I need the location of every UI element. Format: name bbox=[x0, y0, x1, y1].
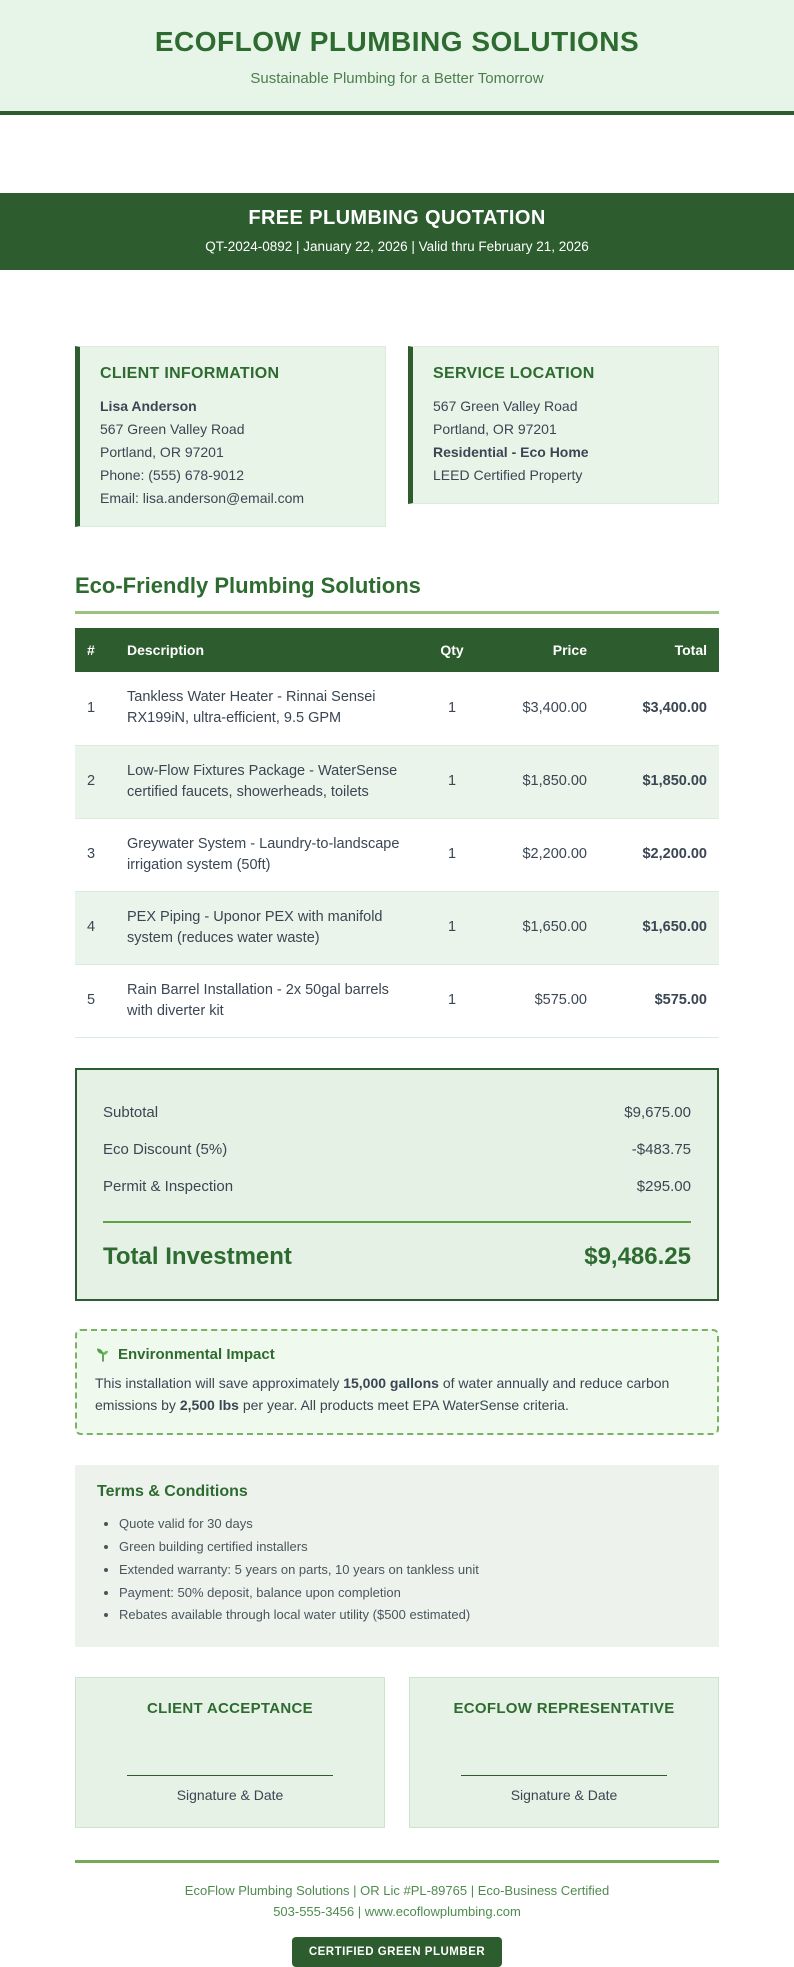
item-price: $2,200.00 bbox=[481, 818, 599, 891]
footer-company-line: EcoFlow Plumbing Solutions | OR Lic #PL-89765 | Eco-Business Certified bbox=[184, 1883, 610, 1899]
representative-signature-line bbox=[461, 1775, 668, 1776]
client-phone: Phone: (555) 678-9012 bbox=[100, 467, 244, 484]
col-header-number: # bbox=[75, 628, 115, 672]
col-header-description: Description bbox=[115, 628, 423, 672]
item-description: Greywater System - Laundry-to-landscape irrigation system (50ft) bbox=[115, 818, 423, 891]
client-address-line1: 567 Green Valley Road bbox=[100, 421, 245, 438]
item-price: $575.00 bbox=[481, 964, 599, 1037]
item-total: $1,850.00 bbox=[599, 745, 719, 818]
subtotal-value: $9,675.00 bbox=[624, 1103, 691, 1121]
item-price: $1,850.00 bbox=[481, 745, 599, 818]
service-property-type: Residential - Eco Home bbox=[433, 444, 589, 461]
permit-row bbox=[103, 1168, 691, 1205]
item-number: 2 bbox=[75, 745, 115, 818]
document-footer bbox=[75, 1860, 719, 1967]
environmental-impact-text: This installation will save approximately 15,000 gallons of water annually and reduce carbon emissions by 2,500 lbs per year. All products meet EPA WaterSense criteria. bbox=[95, 1374, 670, 1414]
client-email: Email: lisa.anderson@email.com bbox=[100, 490, 305, 507]
quote-meta: QT-2024-0892 | January 22, 2026 | Valid thru February 21, 2026 bbox=[205, 239, 589, 254]
grand-total-label: Total Investment bbox=[103, 1242, 292, 1270]
item-price: $1,650.00 bbox=[481, 891, 599, 964]
service-address-line2: Portland, OR 97201 bbox=[433, 421, 557, 438]
client-signature-line bbox=[127, 1775, 334, 1776]
info-cards-row bbox=[75, 346, 719, 527]
item-total: $2,200.00 bbox=[599, 818, 719, 891]
item-number: 3 bbox=[75, 818, 115, 891]
client-acceptance-title: CLIENT ACCEPTANCE bbox=[147, 1700, 313, 1718]
service-location-title: SERVICE LOCATION bbox=[433, 365, 595, 382]
totals-box bbox=[75, 1068, 719, 1301]
list-item: • Rebates available through local water utility ($500 estimated) bbox=[119, 1604, 697, 1627]
client-signature-label: Signature & Date bbox=[176, 1787, 284, 1804]
representative-title: ECOFLOW REPRESENTATIVE bbox=[453, 1700, 675, 1718]
environmental-impact-title: Environmental Impact bbox=[118, 1345, 275, 1363]
client-address-line2: Portland, OR 97201 bbox=[100, 444, 224, 461]
service-certification: LEED Certified Property bbox=[433, 467, 583, 484]
subtotal-row bbox=[103, 1094, 691, 1131]
discount-value: -$483.75 bbox=[631, 1140, 691, 1158]
item-number: 1 bbox=[75, 672, 115, 745]
grand-total-value: $9,486.25 bbox=[584, 1242, 691, 1270]
client-info-title: CLIENT INFORMATION bbox=[100, 365, 280, 382]
items-section-title: Eco-Friendly Plumbing Solutions bbox=[75, 573, 719, 614]
service-address-line1: 567 Green Valley Road bbox=[433, 398, 578, 414]
item-description: Tankless Water Heater - Rinnai Sensei RX199iN, ultra-efficient, 9.5 GPM bbox=[115, 672, 423, 745]
permit-label: Permit & Inspection bbox=[103, 1177, 234, 1195]
client-acceptance-box bbox=[75, 1677, 385, 1828]
table-row bbox=[75, 818, 719, 891]
representative-box bbox=[409, 1677, 719, 1828]
service-location-card bbox=[408, 346, 719, 504]
terms-and-conditions-box bbox=[75, 1465, 719, 1647]
item-total: $3,400.00 bbox=[599, 672, 719, 745]
item-qty: 1 bbox=[423, 672, 481, 745]
col-header-price: Price bbox=[481, 628, 599, 672]
signature-row bbox=[75, 1677, 719, 1828]
seedling-icon bbox=[95, 1346, 111, 1362]
quote-banner bbox=[0, 193, 794, 270]
item-qty: 1 bbox=[423, 745, 481, 818]
table-row bbox=[75, 745, 719, 818]
item-qty: 1 bbox=[423, 891, 481, 964]
line-items-table bbox=[75, 628, 719, 1037]
subtotal-label: Subtotal bbox=[103, 1103, 159, 1121]
item-qty: 1 bbox=[423, 964, 481, 1037]
col-header-qty: Qty bbox=[423, 628, 481, 672]
permit-value: $295.00 bbox=[636, 1177, 691, 1195]
table-row bbox=[75, 964, 719, 1037]
list-item: • Quote valid for 30 days bbox=[119, 1513, 697, 1536]
content-column bbox=[75, 346, 719, 1967]
item-description: Rain Barrel Installation - 2x 50gal barrels with diverter kit bbox=[115, 964, 423, 1037]
item-total: $1,650.00 bbox=[599, 891, 719, 964]
company-name: ECOFLOW PLUMBING SOLUTIONS bbox=[154, 26, 640, 57]
certified-green-plumber-badge: CERTIFIED GREEN PLUMBER bbox=[292, 1937, 502, 1967]
terms-list bbox=[97, 1513, 697, 1627]
totals-divider bbox=[103, 1221, 691, 1223]
list-item: • Extended warranty: 5 years on parts, 10 years on tankless unit bbox=[119, 1559, 697, 1582]
item-price: $3,400.00 bbox=[481, 672, 599, 745]
item-description: PEX Piping - Uponor PEX with manifold system (reduces water waste) bbox=[115, 891, 423, 964]
list-item: • Payment: 50% deposit, balance upon completion bbox=[119, 1582, 697, 1605]
environmental-impact-box bbox=[75, 1329, 719, 1436]
item-description: Low-Flow Fixtures Package - WaterSense certified faucets, showerheads, toilets bbox=[115, 745, 423, 818]
table-row bbox=[75, 672, 719, 745]
footer-contact-line: 503-555-3456 | www.ecoflowplumbing.com bbox=[273, 1903, 521, 1919]
item-number: 4 bbox=[75, 891, 115, 964]
client-info-card bbox=[75, 346, 386, 527]
item-qty: 1 bbox=[423, 818, 481, 891]
carbon-savings-value: 2,500 lbs bbox=[179, 1397, 239, 1414]
brand-header bbox=[0, 0, 794, 115]
environmental-impact-header bbox=[95, 1346, 699, 1363]
table-row bbox=[75, 891, 719, 964]
grand-total-row bbox=[103, 1229, 691, 1271]
discount-row bbox=[103, 1131, 691, 1168]
discount-label: Eco Discount (5%) bbox=[103, 1140, 228, 1158]
quote-title: FREE PLUMBING QUOTATION bbox=[248, 207, 546, 229]
col-header-total: Total bbox=[599, 628, 719, 672]
item-total: $575.00 bbox=[599, 964, 719, 1037]
list-item: • Green building certified installers bbox=[119, 1536, 697, 1559]
item-number: 5 bbox=[75, 964, 115, 1037]
representative-signature-label: Signature & Date bbox=[510, 1787, 618, 1804]
terms-title: Terms & Conditions bbox=[97, 1483, 248, 1501]
client-name: Lisa Anderson bbox=[100, 398, 197, 414]
company-tagline: Sustainable Plumbing for a Better Tomorrow bbox=[250, 70, 544, 87]
water-savings-value: 15,000 gallons bbox=[343, 1374, 439, 1391]
table-header bbox=[75, 628, 719, 672]
